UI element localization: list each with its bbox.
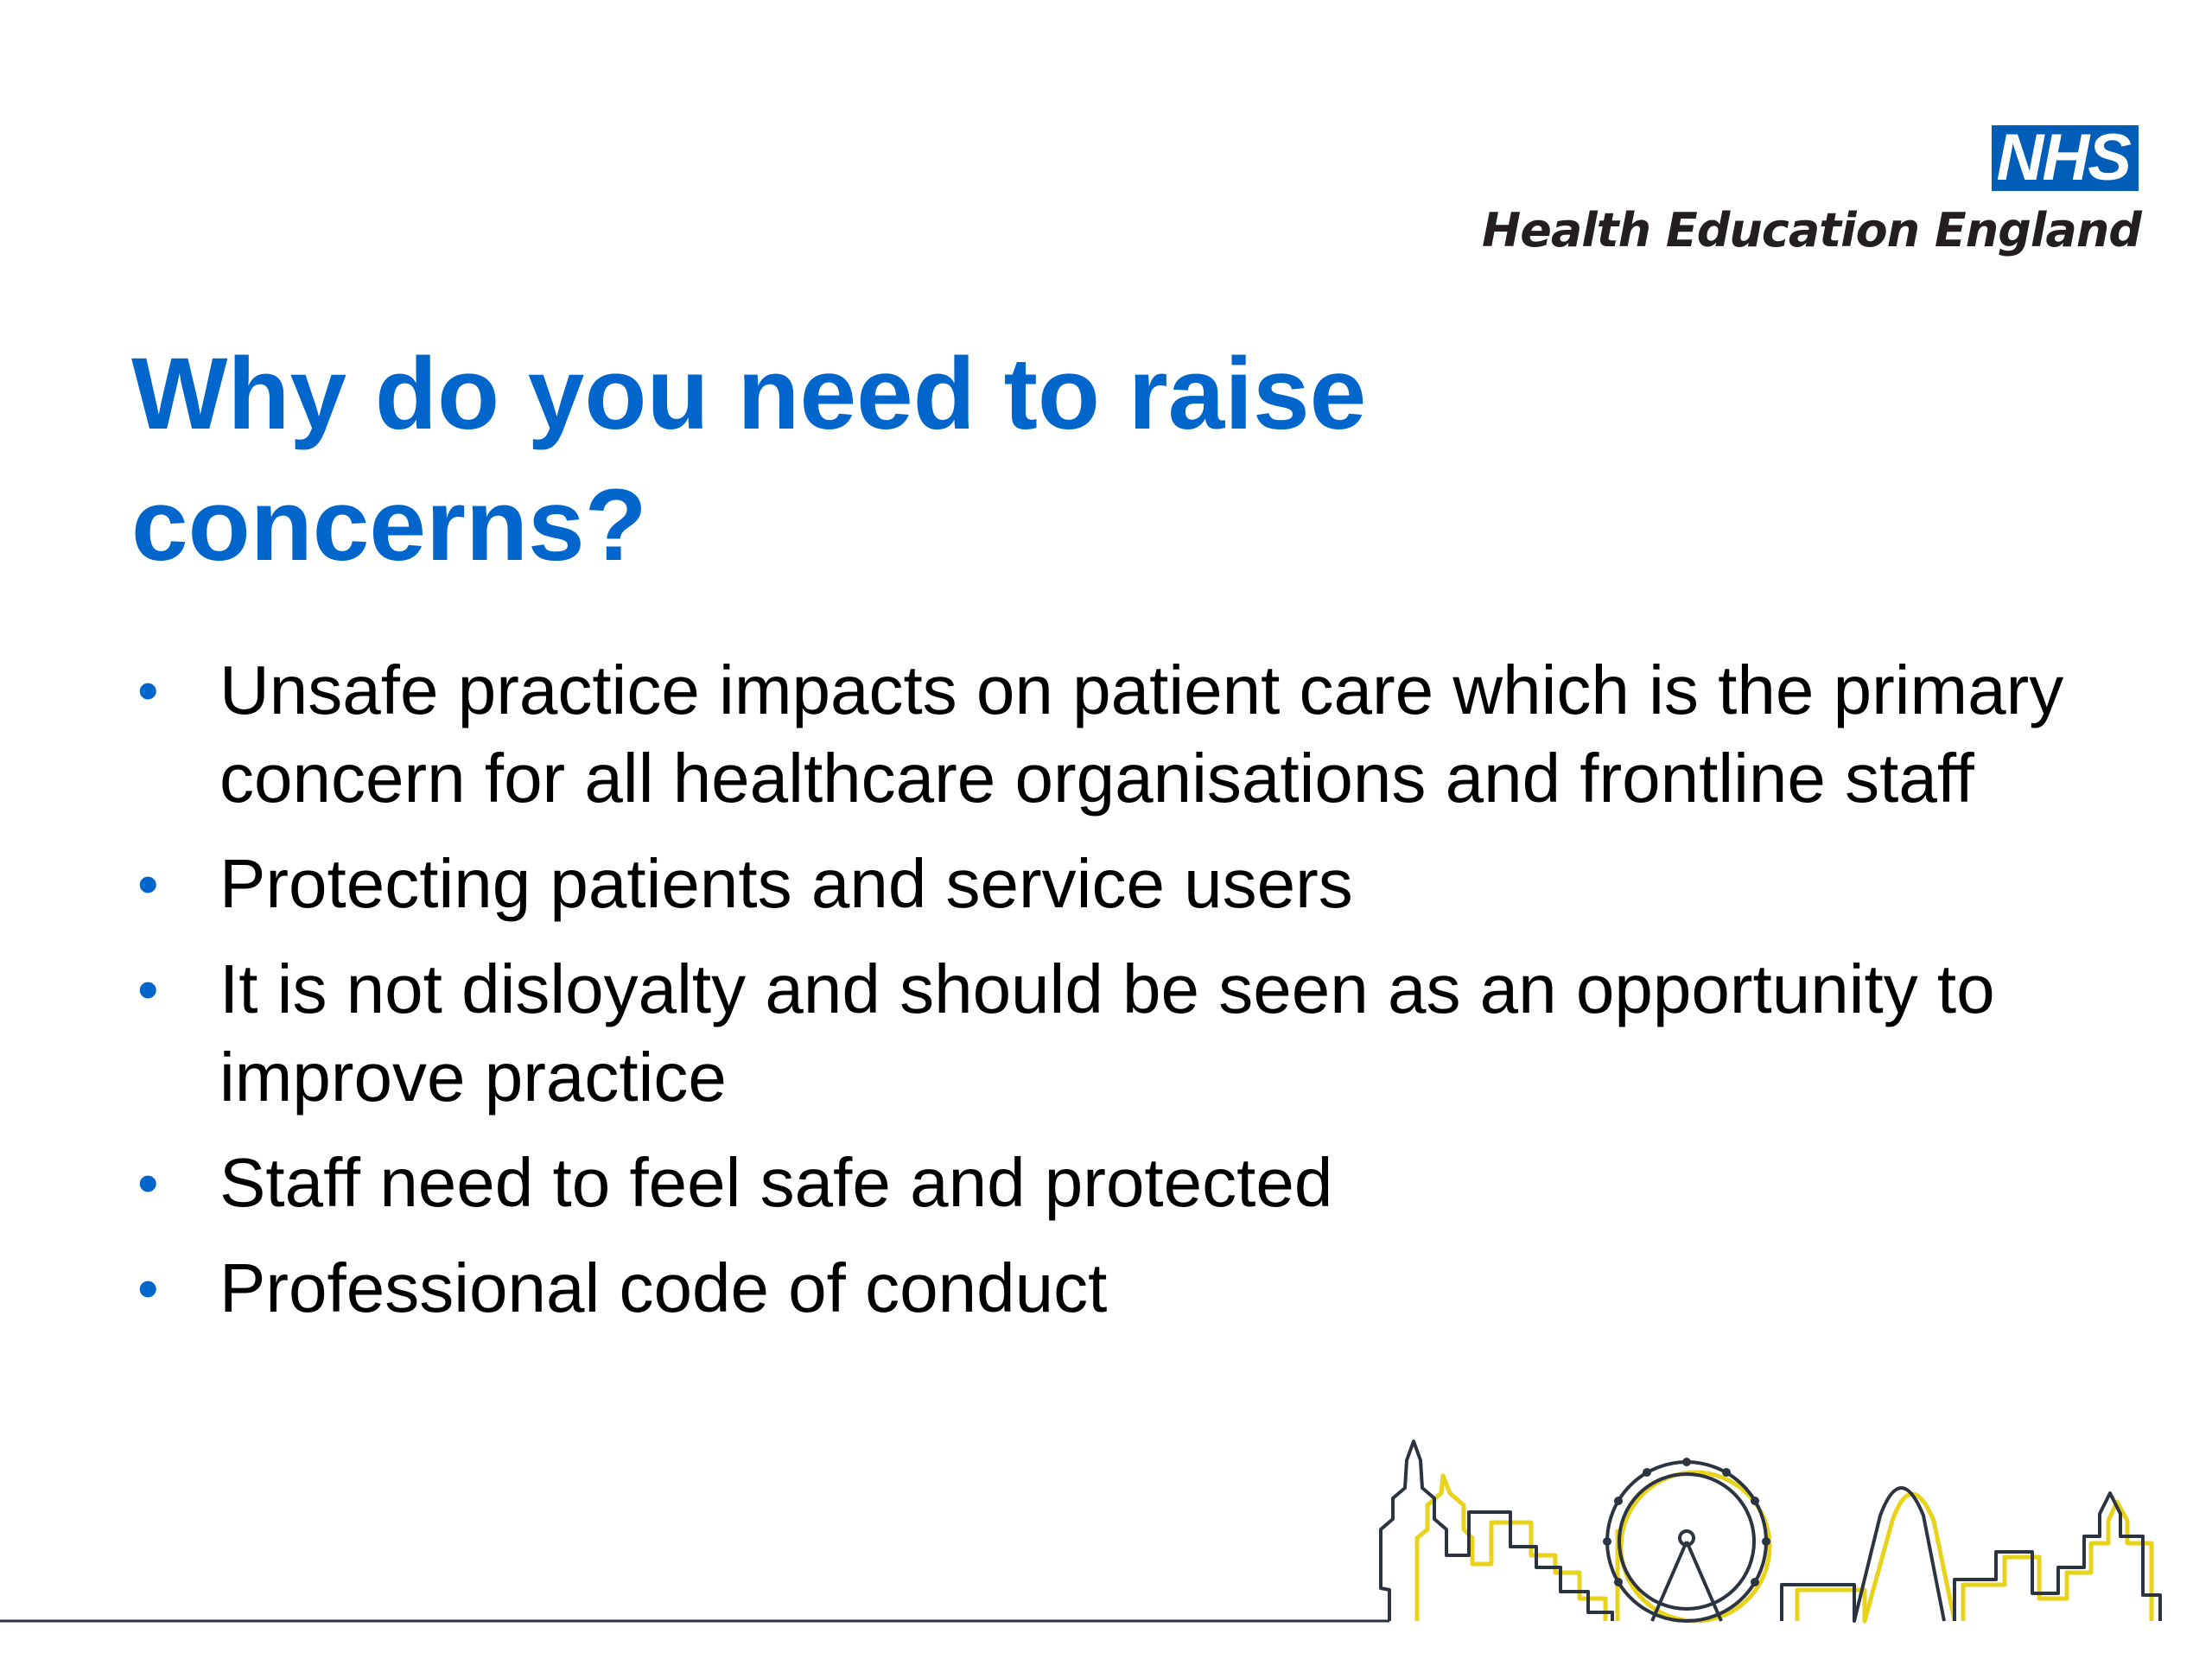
bullet-text: Staff need to feel safe and protected	[219, 1144, 1333, 1221]
bullet-dot-icon: •	[137, 956, 159, 1023]
bullet-text: It is not disloyalty and should be seen as an opportunity to improve practice	[219, 950, 1995, 1116]
bullet-text: Professional code of conduct	[219, 1249, 1108, 1326]
nhs-hee-logo	[1482, 121, 2141, 258]
organisation-name: Health Education England	[1482, 203, 2141, 257]
bullet-item	[131, 646, 2084, 823]
bullet-text: Unsafe practice impacts on patient care which is the primary concern for all healthcare organisations and frontline staff	[219, 652, 2064, 817]
bullet-dot-icon: •	[137, 850, 159, 918]
slide-title: Why do you need to raise concerns?	[131, 337, 1367, 582]
london-skyline-illustration	[0, 1426, 2212, 1659]
bullet-item	[131, 1139, 2084, 1227]
bullet-dot-icon: •	[137, 1149, 159, 1217]
skyline-outline	[1381, 1441, 2160, 1621]
bullet-item	[131, 945, 2084, 1122]
bullet-dot-icon: •	[137, 1255, 159, 1322]
bullet-item	[131, 840, 2084, 928]
nhs-badge-logo: NHS	[1992, 125, 2139, 191]
bullet-dot-icon: •	[137, 657, 159, 724]
bullet-text: Protecting patients and service users	[219, 845, 1353, 922]
wheel-capsules	[1603, 1458, 1770, 1586]
bullet-item	[131, 1244, 2084, 1332]
bullet-list	[131, 646, 2084, 1350]
